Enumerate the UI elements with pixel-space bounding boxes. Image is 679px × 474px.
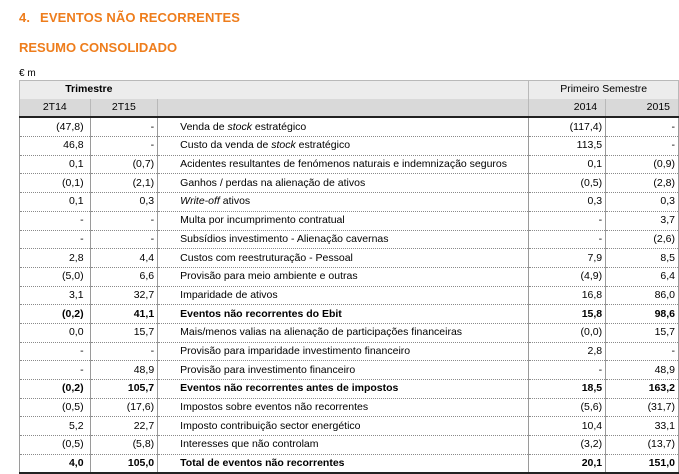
row-label-suffix: estratégico: [295, 139, 351, 152]
value-2t14: (5,0): [20, 267, 91, 286]
row-label: [158, 398, 529, 417]
table-row: [20, 174, 679, 193]
value-2t15: 105,0: [90, 454, 158, 473]
header-empty: [158, 81, 529, 99]
row-label: [158, 211, 529, 230]
table-row: [20, 323, 679, 342]
row-label: [158, 230, 529, 249]
value-2015: (0,9): [606, 155, 679, 174]
value-2014: 2,8: [529, 342, 606, 361]
header-semestre: Primeiro Semestre: [529, 81, 679, 99]
row-label-text: Imposto contribuição sector energético: [180, 419, 361, 432]
header-s1: 2014: [529, 99, 606, 118]
row-label: [158, 267, 529, 286]
value-2014: 10,4: [529, 417, 606, 436]
row-label-suffix: ativos: [219, 195, 251, 208]
value-2t14: (0,1): [20, 174, 91, 193]
value-2t15: 105,7: [90, 380, 158, 399]
value-2t15: 4,4: [90, 249, 158, 268]
row-label: [158, 249, 529, 268]
row-label-italic: Write-off: [180, 195, 220, 208]
value-2t14: 4,0: [20, 454, 91, 473]
row-label-text: Provisão para imparidade investimento financeiro: [180, 344, 411, 357]
row-label: [158, 155, 529, 174]
value-2014: -: [529, 230, 606, 249]
value-2014: (4,9): [529, 267, 606, 286]
table-row: [20, 193, 679, 212]
value-2t15: -: [90, 137, 158, 156]
value-2015: (2,6): [606, 230, 679, 249]
row-label-text: Interesses que não controlam: [180, 438, 319, 451]
header-s2: 2015: [606, 99, 679, 118]
value-2015: 48,9: [606, 361, 679, 380]
value-2015: 151,0: [606, 454, 679, 473]
value-2t15: -: [90, 230, 158, 249]
row-label-text: Ganhos / perdas na alienação de ativos: [180, 176, 366, 189]
value-2015: 3,7: [606, 211, 679, 230]
subtitle: RESUMO CONSOLIDADO: [19, 40, 178, 55]
table-row: [20, 117, 679, 136]
value-2014: (3,2): [529, 436, 606, 455]
value-2t14: 46,8: [20, 137, 91, 156]
value-2t15: 32,7: [90, 286, 158, 305]
value-2t14: 0,1: [20, 155, 91, 174]
row-label-text: Venda de: [180, 120, 228, 133]
value-2t15: 15,7: [90, 323, 158, 342]
header-q1: 2T14: [20, 99, 91, 118]
table-row: [20, 454, 679, 473]
table-row: [20, 417, 679, 436]
table-row: [20, 211, 679, 230]
table-row: [20, 230, 679, 249]
row-label: [158, 305, 529, 324]
table-row: [20, 249, 679, 268]
value-2t14: 0,1: [20, 193, 91, 212]
row-label: [158, 436, 529, 455]
row-label-text: Eventos não recorrentes do Ebit: [180, 307, 342, 320]
value-2015: -: [606, 137, 679, 156]
value-2t14: -: [20, 361, 91, 380]
value-2t14: (47,8): [20, 117, 91, 136]
value-2015: 98,6: [606, 305, 679, 324]
value-2t14: 5,2: [20, 417, 91, 436]
value-2t14: (0,5): [20, 398, 91, 417]
value-2t14: -: [20, 211, 91, 230]
table-row: [20, 342, 679, 361]
row-label-text: Mais/menos valias na alienação de participações financeiras: [180, 326, 463, 339]
value-2t15: 22,7: [90, 417, 158, 436]
value-2t14: (0,2): [20, 305, 91, 324]
value-2t14: (0,5): [20, 436, 91, 455]
row-label-text: Subsídios investimento - Alienação cavernas: [180, 232, 389, 245]
row-label-text: Multa por incumprimento contratual: [180, 214, 345, 227]
row-label: [158, 361, 529, 380]
value-2t15: -: [90, 211, 158, 230]
row-label: [158, 286, 529, 305]
row-label-suffix: estratégico: [251, 120, 307, 133]
row-label: [158, 323, 529, 342]
row-label: [158, 117, 529, 136]
value-2014: 113,5: [529, 137, 606, 156]
row-label-italic: stock: [227, 120, 252, 133]
row-label: [158, 380, 529, 399]
value-2014: (117,4): [529, 117, 606, 136]
value-2014: -: [529, 361, 606, 380]
row-label-text: Total de eventos não recorrentes: [180, 457, 345, 470]
table-row: [20, 286, 679, 305]
value-2014: (0,0): [529, 323, 606, 342]
value-2015: -: [606, 342, 679, 361]
row-label: [158, 454, 529, 473]
value-2014: 0,3: [529, 193, 606, 212]
row-label: [158, 417, 529, 436]
value-2014: (0,5): [529, 174, 606, 193]
value-2t14: 3,1: [20, 286, 91, 305]
table-row: [20, 305, 679, 324]
row-label: [158, 193, 529, 212]
value-2014: (5,6): [529, 398, 606, 417]
table-row: [20, 380, 679, 399]
value-2015: 15,7: [606, 323, 679, 342]
row-label-italic: stock: [271, 139, 296, 152]
header-row-periods: [20, 81, 679, 99]
table-row: [20, 436, 679, 455]
value-2015: 8,5: [606, 249, 679, 268]
value-2t15: (0,7): [90, 155, 158, 174]
value-2015: 163,2: [606, 380, 679, 399]
value-2t14: 2,8: [20, 249, 91, 268]
row-label-text: Custos com reestruturação - Pessoal: [180, 251, 353, 264]
value-2015: -: [606, 117, 679, 136]
value-2t14: (0,2): [20, 380, 91, 399]
row-label-text: Imparidade de ativos: [180, 288, 278, 301]
value-2014: -: [529, 211, 606, 230]
value-2t15: 6,6: [90, 267, 158, 286]
value-2014: 7,9: [529, 249, 606, 268]
unit-label: € m: [19, 68, 36, 79]
header-row-years: [20, 99, 679, 118]
header-label-col: [158, 99, 529, 118]
row-label: [158, 174, 529, 193]
row-label-text: Provisão para meio ambiente e outras: [180, 270, 358, 283]
row-label: [158, 342, 529, 361]
value-2015: (2,8): [606, 174, 679, 193]
value-2t15: 48,9: [90, 361, 158, 380]
row-label: [158, 137, 529, 156]
value-2t14: -: [20, 230, 91, 249]
row-label-text: Impostos sobre eventos não recorrentes: [180, 401, 369, 414]
value-2t15: 41,1: [90, 305, 158, 324]
table-row: [20, 155, 679, 174]
section-number: 4.: [19, 10, 31, 25]
value-2t15: (17,6): [90, 398, 158, 417]
header-q2: 2T15: [90, 99, 158, 118]
row-label-text: Eventos não recorrentes antes de impostos: [180, 382, 399, 395]
row-label-text: Acidentes resultantes de fenómenos naturais e indemnização seguros: [180, 158, 508, 171]
value-2015: (13,7): [606, 436, 679, 455]
non-recurring-events-table: [19, 80, 679, 474]
value-2015: 6,4: [606, 267, 679, 286]
section-heading: [19, 10, 240, 25]
row-label-text: Provisão para investimento financeiro: [180, 363, 356, 376]
value-2014: 16,8: [529, 286, 606, 305]
value-2t15: (2,1): [90, 174, 158, 193]
value-2014: 20,1: [529, 454, 606, 473]
table-row: [20, 398, 679, 417]
value-2t15: -: [90, 342, 158, 361]
value-2t15: (5,8): [90, 436, 158, 455]
value-2014: 0,1: [529, 155, 606, 174]
table-row: [20, 361, 679, 380]
header-trimestre: Trimestre: [20, 81, 158, 99]
table-row: [20, 267, 679, 286]
value-2t15: -: [90, 117, 158, 136]
value-2014: 15,8: [529, 305, 606, 324]
value-2t14: 0,0: [20, 323, 91, 342]
table-row: [20, 137, 679, 156]
value-2015: 33,1: [606, 417, 679, 436]
value-2t14: -: [20, 342, 91, 361]
value-2015: 0,3: [606, 193, 679, 212]
row-label-text: Custo da venda de: [180, 139, 272, 152]
value-2015: 86,0: [606, 286, 679, 305]
value-2t15: 0,3: [90, 193, 158, 212]
value-2014: 18,5: [529, 380, 606, 399]
value-2015: (31,7): [606, 398, 679, 417]
section-title: EVENTOS NÃO RECORRENTES: [40, 10, 241, 25]
